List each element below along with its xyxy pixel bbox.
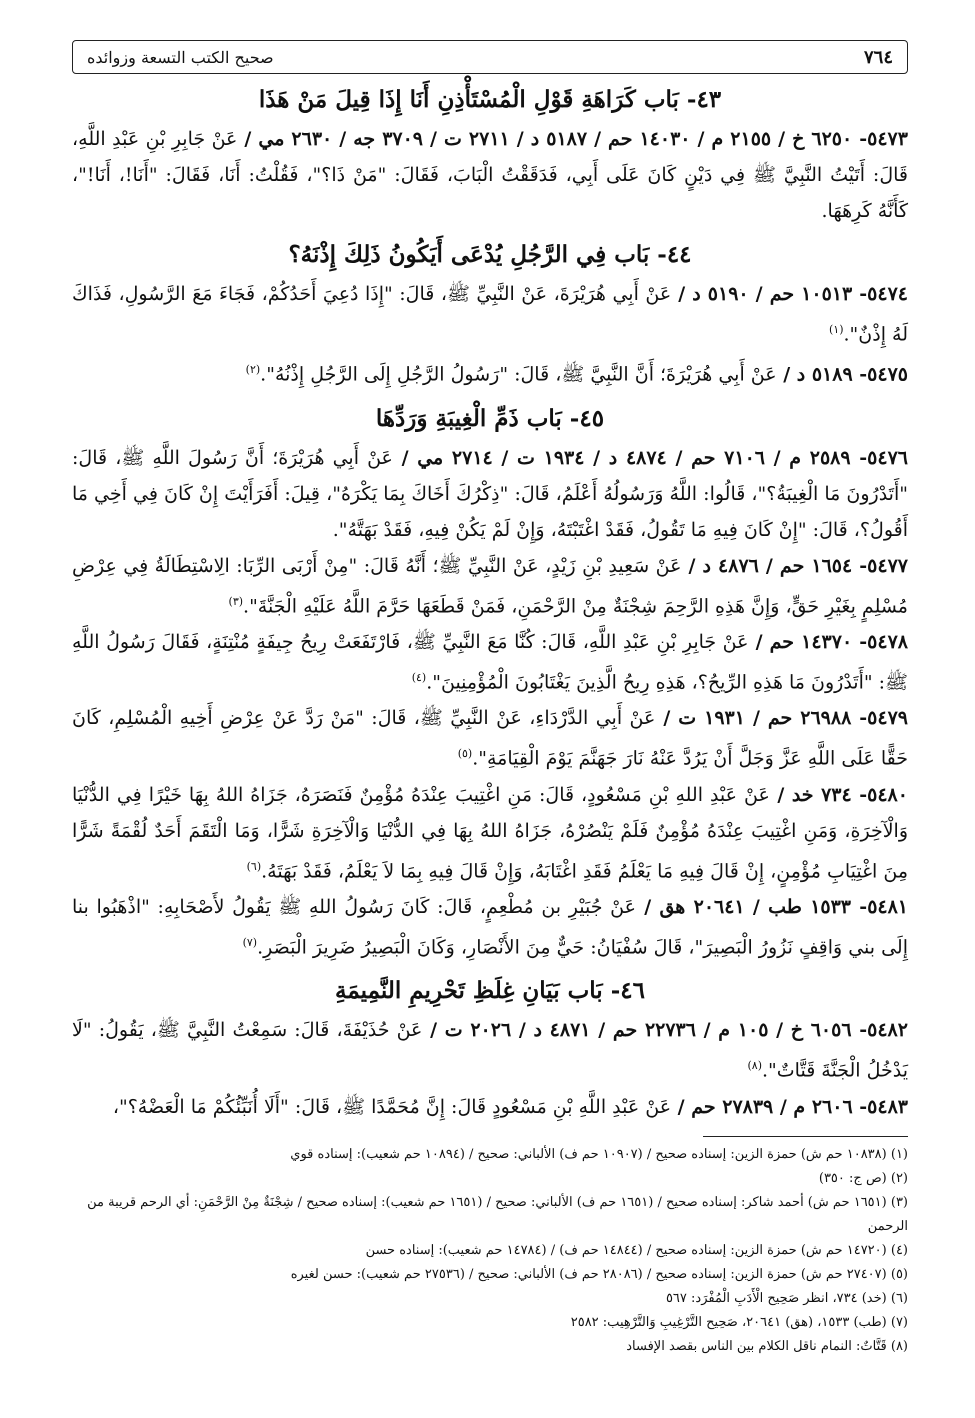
hadith-references: ٦٠٥٦ خ / ١٠٥ م / ٢٢٧٣٦ حم / ٤٨٧١ د / ٢٠٢٦ ت / — [422, 1019, 852, 1042]
footnote: (٤) (١٤٧٢٠ حم ش) حمزة الزين: إسناده صحيح / (١٤٨٤٤ حم ف) / (١٤٧٨٤ حم شعيب): إسناده حسن — [365, 1243, 908, 1258]
hadith-text: عَنْ عَبْدِ اللَّهِ بْنِ مَسْعُودٍ قَالَ: إِنَّ مُحَمَّدًا ﷺ، قَالَ: "أَلَا أُنَبِّئُكُمْ مَا الْعَضْهُ؟"، — [112, 1095, 672, 1118]
main-content — [72, 86, 908, 1125]
hadith-entry — [72, 777, 908, 889]
hadith-entry — [72, 700, 908, 776]
hadith-references: ١٠٥١٣ حم / ٥١٩٠ د / — [671, 283, 853, 305]
hadith-text: عَنْ جَابِرِ بْنِ عَبْدِ اللَّهِ، قَالَ: كُنَّا مَعَ النَّبِيِّ ﷺ، فَارْتَفَعَتْ رِيحُ جِيفَةٍ مُنْتِنَةٍ، فَقَالَ رَسُولُ اللَّهِ ﷺ: "أَتَدْرُونَ مَا هَذِهِ الرِّيحُ؟، هَذِهِ رِيحُ الَّذِينَ يَغْتَابُونَ الْمُؤْمِنِينَ". — [72, 630, 908, 694]
hadith-entry — [72, 276, 908, 352]
hadith-text: عَنْ عَبْدِ اللهِ بْنِ مَسْعُودٍ، قَالَ: مَنِ اغْتِيبَ عِنْدَهُ مُؤْمِنٌ فَنَصَرَهُ، جَزَاهُ اللهُ بِهَا خَيْرًا فِي الدُّنْيَا وَالْآخِرَةِ، وَمَنِ اغْتِيبَ عِنْدَهُ مُؤْمِنٌ فَلَمْ يَنْصُرْهُ، جَزَاهُ اللهُ بِهَا فِي الدُّنْيَا وَالْآخِرَةِ شَرًّا، وَمَا الْتَقَمَ أَحَدٌ لُقْمَةً شَرًّا مِنَ اغْتِيَابِ مُؤْمِنٍ، إِنْ قَالَ فِيهِ مَا يَعْلَمُ فَقَدِ اغْتَابَهُ، وَإِنْ قَالَ فِيهِ بِمَا لاَ يَعْلَمُ، فَقَدْ بَهَتَهُ. — [72, 783, 908, 882]
hadith-text: عَنْ جَابِرِ بْنِ عَبْدِ اللَّهِ، قَالَ: أَتَيْتُ النَّبِيَّ ﷺ فِي دَيْنٍ كَانَ عَلَى أَبِي، فَدَقَقْتُ الْبَابَ، فَقَالَ: "مَنْ ذَا؟"، فَقُلْتُ: أَنَا، فَقَالَ: "أَنَا!، أَنَا!"، كَأَنَّهُ كَرِهَهَا. — [72, 128, 908, 222]
hadith-entry — [72, 440, 908, 548]
footnote-marker: (٢) — [245, 363, 261, 377]
footnote: (٦) (خد) ٧٣٤، انظر صَحِيح الْأَدَبِ الْمُفْرَد: ٥٦٧ — [665, 1291, 908, 1306]
hadith-text: عَنْ حُذَيْفَةَ، قَالَ: سَمِعْتُ النَّبِيَّ ﷺ، يَقُولُ: "لَا يَدْخُلُ الْجَنَّةَ قَتَّاتٌ". — [72, 1019, 908, 1082]
hadith-entry — [72, 1089, 908, 1125]
footnote: (٨) قَتَّاتٌ: النمام ناقل الكلام بين الناس بقصد الإفساد — [626, 1339, 908, 1354]
hadith-number: ٥٤٧٩- — [851, 707, 908, 730]
footnote: (٢) (ص ج: ٣٥٠) — [818, 1171, 908, 1186]
section-title: ٤٦- بَاب بَيَانِ غِلَظِ تَحْرِيمِ النَّمِيمَةِ — [335, 977, 645, 1005]
footnote: (٣) (١٦٥١ حم ش) أحمد شاكر: إسناده صحيح / (١٦٥١ حم ف) الألباني: صحيح / (١٦٥١ حم شعيب): إسناده صحيح / شِجْنَةٌ مِنْ الرَّحْمَنِ: أي الرحم قريبة من الرحمن — [87, 1195, 908, 1234]
hadith-entry — [72, 352, 908, 392]
section-title: ٤٣- بَاب كَرَاهَةِ قَوْلِ الْمُسْتَأْذِنِ أَنَا إِذَا قِيلَ مَنْ هَذَا — [258, 86, 722, 113]
hadith-references: ٦٢٥٠ خ / ٢١٥٥ م / ١٤٠٣٠ حم / ٥١٨٧ د / ٢٧١١ ت / ٣٧٠٩ جه / ٢٦٣٠ مي / — [237, 128, 853, 150]
hadith-number: ٥٤٧٧- — [852, 554, 908, 577]
footnote-list — [72, 1143, 908, 1359]
hadith-entry — [72, 548, 908, 624]
footnote-marker: (٣) — [228, 594, 244, 608]
hadith-references: ٢٥٨٩ م / ٧١٠٦ حم / ٤٨٧٤ د / ١٩٣٤ ت / ٢٧١٤ مي / — [392, 446, 851, 469]
hadith-number: ٥٤٨٢- — [851, 1019, 908, 1042]
book-title: صحيح الكتب التسعة وزوائده — [87, 47, 274, 67]
hadith-text: عَنْ أَبِي هُرَيْرَةَ، عَنْ النَّبِيِّ ﷺ، قَالَ: "إِذَا دُعِيَ أَحَدُكُمْ، فَجَاءَ مَعَ الرَّسُولِ، فَذَاكَ لَهُ إِذْنٌ". — [72, 283, 908, 346]
section-title: ٤٥- بَاب ذَمِّ الْغِيبَةِ وَرَدِّهَا — [375, 404, 605, 432]
hadith-entry — [72, 1012, 908, 1088]
hadith-number: ٥٤٨١- — [851, 895, 909, 918]
hadith-text: عَنْ أَبِي الدَّرْدَاءِ، عَنْ النَّبِيِّ ﷺ، قَالَ: "مَنْ رَدَّ عَنْ عِرْضِ أَخِيهِ الْمُسْلِمِ، كَانَ حَقًّا عَلَى اللَّهِ عَزَّ وَجَلَّ أَنْ يَرُدَّ عَنْهُ نَارَ جَهَنَّمَ يَوْمَ الْقِيَامَةِ". — [72, 707, 908, 770]
page-body — [72, 40, 908, 1125]
hadith-text: عَنْ أَبِي هُرَيْرَةَ؛ أَنَّ رَسُولَ اللَّهِ ﷺ، قَالَ: "أَتَدْرُونَ مَا الْغِيبَةُ؟"، قَالُوا: اللَّهُ وَرَسُولُهُ أَعْلَمُ، قَالَ: "ذِكْرُكَ أَخَاكَ بِمَا يَكْرَهُ"، قِيلَ: أَفَرَأَيْتَ إِنْ كَانَ فِي أَخِي مَا أَقُولُ؟، قَالَ: "إِنْ كَانَ فِيهِ مَا تَقُولُ، فَقَدْ اغْتَبْتَهُ، وَإِنْ لَمْ يَكُنْ فِيهِ، فَقَدْ بَهَتَّهُ". — [72, 446, 908, 541]
hadith-number: ٥٤٧٨- — [852, 630, 908, 653]
running-header — [72, 40, 908, 74]
hadith-references: ١٥٣٣ طب / ٢٠٦٤١ هق / — [635, 895, 852, 918]
hadith-number: ٥٤٨٣- — [852, 1095, 908, 1118]
footnote-marker: (١) — [828, 323, 844, 336]
hadith-references: ١٤٣٧٠ حم / — [748, 630, 853, 653]
hadith-number: ٥٤٧٤- — [852, 283, 908, 305]
footnotes-area — [72, 1136, 908, 1359]
hadith-number: ٥٤٧٦- — [850, 446, 908, 469]
footnote-divider — [703, 1136, 908, 1137]
hadith-references: ١٦٥٤ حم / ٤٨٧٦ د / — [681, 554, 853, 577]
footnote-marker: (٨) — [747, 1059, 762, 1073]
footnote-marker: (٥) — [457, 747, 473, 761]
hadith-references: ٧٣٤ خد / — [769, 783, 852, 806]
hadith-references: ٢٦٠٦ م / ٢٧٨٣٩ حم / — [671, 1095, 853, 1118]
hadith-text: عَنْ سَعِيدِ بْنِ زَيْدٍ، عَنْ النَّبِيِّ ﷺ؛ أَنَّهُ قَالَ: "مِنْ أَرْبَى الرِّبَا: الِاسْتِطَالَةُ فِي عِرْضِ مُسْلِمٍ بِغَيْرِ حَقٍّ، وَإِنَّ هَذِهِ الرَّحِمَ شِجْنَةٌ مِنْ الرَّحْمَنِ، فَمَنْ قَطَعَهَا حَرَّمَ اللَّهُ عَلَيْهِ الْجَنَّةَ". — [72, 554, 908, 617]
hadith-entry — [72, 121, 908, 229]
page-number: ٧٦٤ — [863, 46, 893, 68]
hadith-text: عَنْ أَبِي هُرَيْرَةَ؛ أَنَّ النَّبِيَّ ﷺ، قَالَ: "رَسُولُ الرَّجُلِ إِلَى الرَّجُلِ إِذْنُهُ". — [260, 363, 777, 386]
hadith-number: ٥٤٧٥- — [852, 363, 908, 386]
footnote: (٧) (طب) ١٥٣٣، (هق) ٢٠٦٤١، صَحِيح التَّرْغِيبِ وَالتَّرْهِيب: ٢٥٨٢ — [570, 1315, 908, 1330]
footnote-marker: (٦) — [246, 859, 262, 873]
footnote-marker: (٧) — [242, 935, 258, 949]
hadith-entry — [72, 889, 908, 965]
footnote: (١) (١٠٨٣٨ حم ش) حمزة الزين: إسناده صحيح / (١٠٩٠٧ حم ف) الألباني: صحيح / (١٠٨٩٤ حم شعيب): إسناده قوي — [290, 1147, 908, 1162]
hadith-number: ٥٤٨٠- — [851, 783, 908, 806]
hadith-references: ٥١٨٩ د / — [776, 363, 853, 386]
hadith-entry — [72, 624, 908, 700]
footnote-marker: (٤) — [411, 670, 427, 684]
hadith-number: ٥٤٧٣- — [852, 128, 908, 150]
footnote: (٥) (٢٧٤٠٧ حم ش) حمزة الزين: إسناده صحيح / (٢٨٠٨٦ حم ف) الألباني: صحيح / (٢٧٥٣٦ حم شعيب): حسن لغيره — [290, 1267, 908, 1282]
hadith-text: عَنْ جُبَيْرِ بن مُطْعِمٍ، قَالَ: كَانَ رَسُولُ اللهِ ﷺ يَقُولُ لأَصْحَابِهِ: "اذْهَبُوا بنا إِلَى بني وَاقِفٍ نَزُورُ الْبَصِيرَ"، قَالَ سُفْيَانُ: حَيٌّ مِنَ الأَنْصَارِ، وَكَانَ الْبَصِيرُ ضَرِيرَ الْبَصَرِ. — [72, 895, 908, 959]
hadith-references: ٢٦٩٨٨ حم / ١٩٣١ ت / — [655, 707, 852, 730]
section-title: ٤٤- بَاب فِي الرَّجُلِ يُدْعَى أَيَكُونُ ذَلِكَ إِذْنَهُ؟ — [288, 241, 692, 268]
